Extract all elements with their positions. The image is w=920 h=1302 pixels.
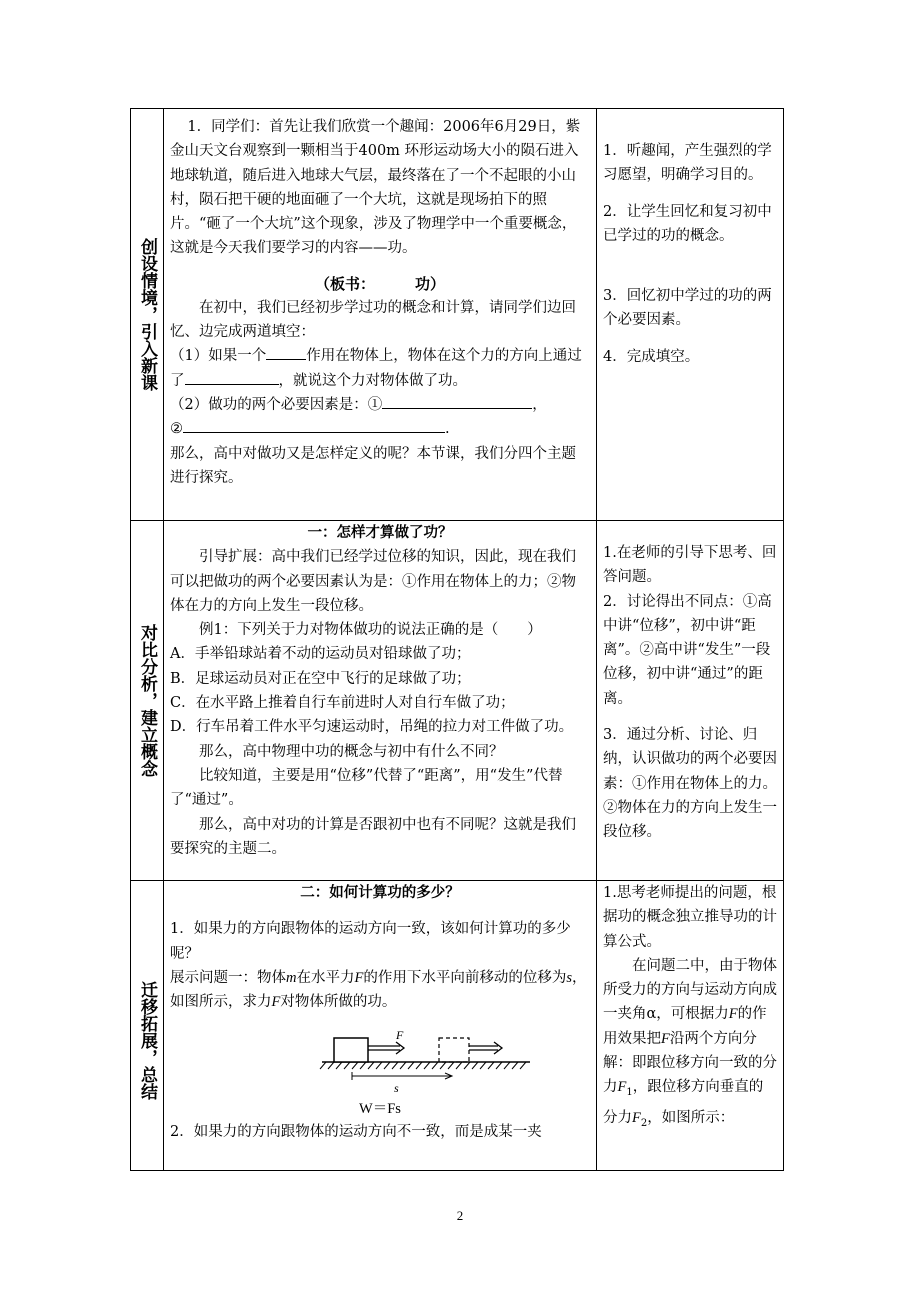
paragraph: 在初中，我们已经初步学过功的概念和计算，请同学们边回忆、边完成两道填空： bbox=[170, 299, 576, 341]
teacher-activity-cell bbox=[164, 521, 597, 881]
table-row bbox=[131, 109, 784, 521]
fill-blank bbox=[183, 418, 445, 433]
side-item: 1．听趣闻，产生强烈的学习愿望，明确学习目的。 bbox=[603, 143, 772, 184]
side-item: 1.在老师的引导下思考、回答问题。 bbox=[603, 545, 777, 586]
option-d: D．行车吊着工件水平匀速运动时，吊绳的拉力对工件做了功。 bbox=[170, 719, 574, 736]
fill-question-2: （2）做功的两个必要因素是：① ， ② . bbox=[164, 393, 596, 442]
page-number: 2 bbox=[456, 1208, 464, 1223]
force-arrow bbox=[368, 1042, 404, 1054]
example-question: 例1：下列关于力对物体做功的说法正确的是（ ） bbox=[199, 622, 542, 639]
force-label: F bbox=[396, 1028, 404, 1043]
board-title bbox=[164, 273, 596, 294]
paragraph: 那么，高中对功的计算是否跟初中也有不同呢？这就是我们要探究的主题二。 bbox=[170, 816, 576, 857]
side-item: 2．讨论得出不同点：①高中讲“位移”，初中讲“距离”。②高中讲“发生”一段位移，初中讲“通过”的距离。 bbox=[603, 593, 772, 707]
option-c: C．在水平路上推着自行车前进时人对自行车做了功； bbox=[170, 695, 515, 712]
option-b: B．足球运动员对正在空中飞行的足球做了功； bbox=[170, 670, 471, 687]
table-row bbox=[131, 521, 784, 881]
problem-one: 展示问题一：物体m在水平力F的作用下水平向前移动的位移为s，如图所示，求力F对物体所做的功。 bbox=[170, 969, 587, 1011]
student-activity-cell bbox=[597, 109, 784, 521]
paragraph: 1．如果力的方向跟物体的运动方向一致，该如何计算功的多少呢？ bbox=[170, 921, 571, 962]
student-activity-cell bbox=[597, 881, 784, 1171]
side-item: 3．回忆初中学过的功的两个必要因素。 bbox=[603, 288, 772, 329]
stage-cell bbox=[131, 881, 164, 1171]
stage-label: 创设情境，引入新课 bbox=[137, 238, 157, 391]
ground-hatching bbox=[320, 1062, 526, 1069]
force-diagram bbox=[164, 1028, 596, 1098]
fill-blank bbox=[266, 345, 306, 360]
side-item: 4．完成填空。 bbox=[603, 348, 700, 365]
paragraph: 引导扩展：高中我们已经学过位移的知识，因此，现在我们可以把做功的两个必要因素认为是：①作用在物体上的力；②物体在力的方向上发生一段位移。 bbox=[170, 549, 576, 614]
block-initial bbox=[334, 1038, 368, 1062]
block-final bbox=[439, 1038, 469, 1062]
stage-label: 迁移拓展，总结 bbox=[137, 981, 157, 1100]
fill-blank bbox=[185, 370, 279, 385]
paragraph: 2．如果力的方向跟物体的运动方向不一致，而是成某一夹 bbox=[170, 1124, 542, 1141]
paragraph: 那么，高中物理中功的概念与初中有什么不同？ bbox=[199, 743, 504, 760]
stage-cell bbox=[131, 109, 164, 521]
displacement-label: s bbox=[394, 1081, 399, 1096]
fill-blank bbox=[382, 394, 532, 409]
work-formula: W＝Fs bbox=[359, 1101, 401, 1118]
teacher-activity-cell bbox=[164, 881, 597, 1171]
section-heading: 一：怎样才算做了功？ bbox=[307, 524, 453, 541]
side-item: 2．让学生回忆和复习初中已学过的功的概念。 bbox=[603, 203, 772, 244]
board-label: （板书： bbox=[314, 274, 375, 293]
paragraph: 比较知道，主要是用“位移”代替了“距离”，用“发生”代替了“通过”。 bbox=[170, 767, 563, 809]
paragraph: 1．同学们：首先让我们欣赏一个趣闻：2006年6月29日，紫金山天文台观察到一颗相当于400m 环形运动场大小的陨石进入地球轨道，随后进入地球大气层，最终落在了一个不起眼的小山村，陨石把干硬的地面砸了一个大坑，这就是现场拍下的照片。“砸了一个大坑”这个现象，涉及了物理学中一个重要概念，这就是今天我们要学习的内容——功。 bbox=[170, 119, 581, 257]
stage-cell bbox=[131, 521, 164, 881]
option-a: A．手举铅球站着不动的运动员对铅球做了功； bbox=[170, 646, 471, 663]
lesson-plan-table bbox=[130, 108, 784, 1171]
side-item: 在问题二中，由于物体所受力的方向与运动方向成一夹角α，可根据力F的作用效果把F沿两个方向分解：即跟位移方向一致的分力$F_1$，跟位移方向垂直的分力$F_2$，如图所示： bbox=[603, 957, 777, 1129]
teacher-activity-cell bbox=[164, 109, 597, 521]
side-item: 3．通过分析、讨论、归纳，认识做功的两个必要因素：①作用在物体上的力。②物体在力的方向上发生一段位移。 bbox=[603, 727, 777, 841]
section-heading: 二：如何计算功的多少？ bbox=[300, 884, 460, 901]
student-activity-cell bbox=[597, 521, 784, 881]
board-topic: 功） bbox=[415, 274, 446, 293]
stage-label: 对比分析，建立概念 bbox=[137, 624, 157, 777]
table-row bbox=[131, 881, 784, 1171]
side-item: 1.思考老师提出的问题，根据功的概念独立推导功的计算公式。 bbox=[603, 885, 777, 950]
force-arrow bbox=[469, 1042, 502, 1054]
paragraph: 那么，高中对做功又是怎样定义的呢？本节课，我们分四个主题进行探究。 bbox=[170, 445, 576, 486]
fill-question-1: （1）如果一个 作用在物体上，物体在这个力的方向上通过了 ，就说这个力对物体做了功。 bbox=[164, 344, 596, 393]
